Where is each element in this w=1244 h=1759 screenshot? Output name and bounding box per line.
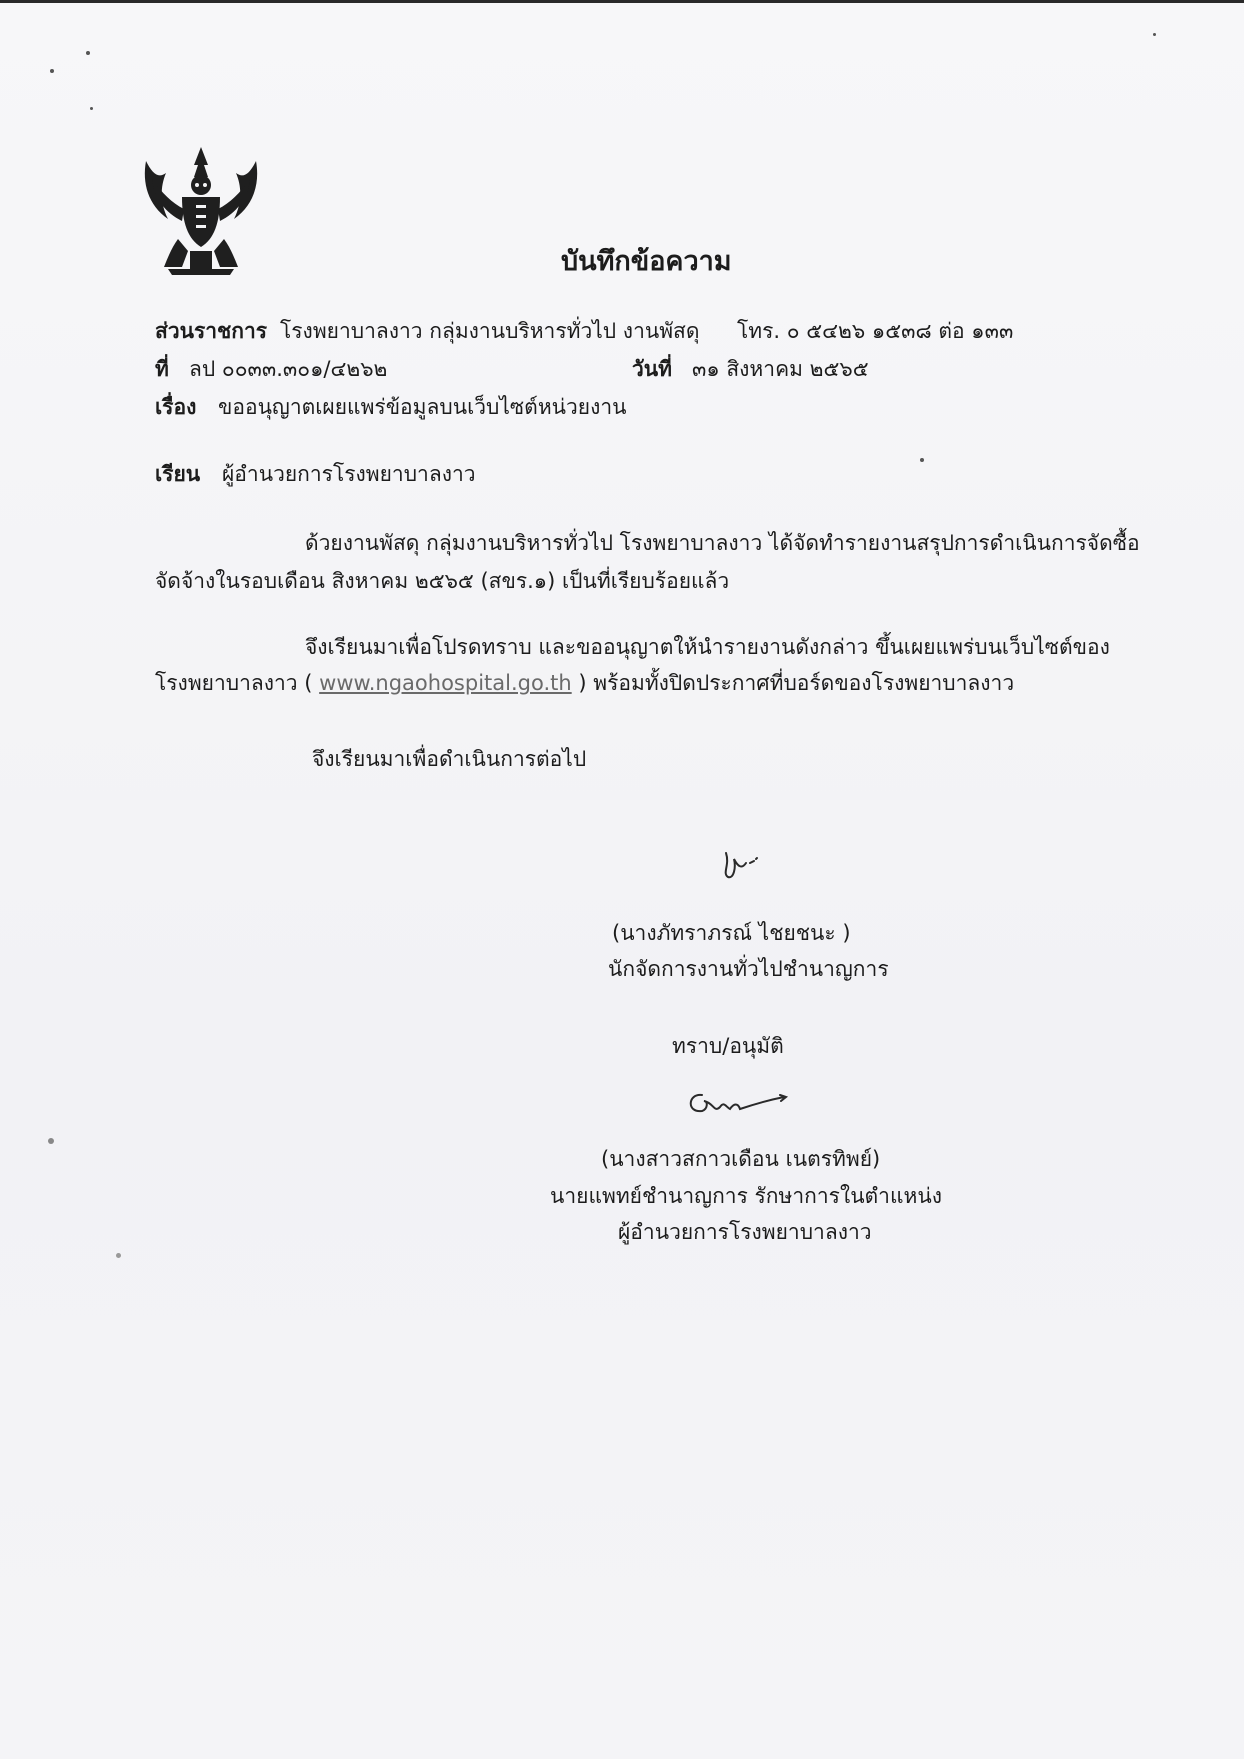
- signature-1: [716, 845, 766, 885]
- paragraph-2-line-1: จึงเรียนมาเพื่อโปรดทราบ และขออนุญาตให้นำรายงานดังกล่าว ขึ้นเผยแพร่บนเว็บไซต์ของ: [305, 635, 1110, 659]
- signer-1-name: (นางภัทราภรณ์ ไชยชนะ ): [612, 921, 851, 945]
- signature-2: [680, 1083, 800, 1123]
- scan-speck: [48, 1138, 54, 1144]
- subject-value: ขออนุญาตเผยแพร่ข้อมูลบนเว็บไซต์หน่วยงาน: [218, 395, 627, 419]
- phone-number: โทร. ๐ ๕๔๒๖ ๑๕๓๘ ต่อ ๑๓๓: [737, 319, 1014, 343]
- ref-label: ที่: [155, 357, 169, 381]
- to-label: เรียน: [155, 462, 201, 486]
- website-link[interactable]: www.ngaohospital.go.th: [319, 671, 572, 695]
- dept-value: โรงพยาบาลงาว กลุ่มงานบริหารทั่วไป งานพัสดุ: [280, 319, 700, 343]
- paragraph-2-suffix: ) พร้อมทั้งปิดประกาศที่บอร์ดของโรงพยาบาลงาว: [578, 671, 1015, 695]
- garuda-emblem-icon: [138, 143, 264, 279]
- scan-speck: [1153, 33, 1156, 36]
- signer-1-position: นักจัดการงานทั่วไปชำนาญการ: [608, 957, 889, 981]
- approval-label: ทราบ/อนุมัติ: [672, 1034, 784, 1058]
- date-value: ๓๑ สิงหาคม ๒๕๖๕: [692, 357, 869, 381]
- paragraph-2-prefix: โรงพยาบาลงาว (: [155, 671, 313, 695]
- signer-2-position-line-1: นายแพทย์ชำนาญการ รักษาการในตำแหน่ง: [550, 1184, 942, 1208]
- ref-number: ลป ๐๐๓๓.๓๐๑/๔๒๖๒: [189, 357, 388, 381]
- paragraph-1-line-2: จัดจ้างในรอบเดือน สิงหาคม ๒๕๖๕ (สขร.๑) เป็นที่เรียบร้อยแล้ว: [155, 569, 730, 593]
- signer-2-name: (นางสาวสกาวเดือน เนตรทิพย์): [601, 1147, 881, 1171]
- to-value: ผู้อำนวยการโรงพยาบาลงาว: [222, 462, 476, 486]
- scan-speck: [86, 51, 90, 55]
- paragraph-2-line-2: [155, 667, 1014, 700]
- paragraph-3: จึงเรียนมาเพื่อดำเนินการต่อไป: [312, 747, 587, 771]
- scan-speck: [116, 1253, 121, 1258]
- dept-label: ส่วนราชการ: [155, 319, 268, 343]
- paragraph-1-line-1: ด้วยงานพัสดุ กลุ่มงานบริหารทั่วไป โรงพยาบาลงาว ได้จัดทำรายงานสรุปการดำเนินการจัดซื้อ: [305, 531, 1140, 555]
- scan-speck: [920, 458, 924, 462]
- signer-2-position-line-2: ผู้อำนวยการโรงพยาบาลงาว: [618, 1220, 872, 1244]
- date-label: วันที่: [632, 357, 672, 381]
- scan-speck: [50, 69, 54, 73]
- memo-title: บันทึกข้อความ: [561, 246, 732, 277]
- subject-label: เรื่อง: [155, 395, 197, 419]
- scan-speck: [90, 107, 93, 110]
